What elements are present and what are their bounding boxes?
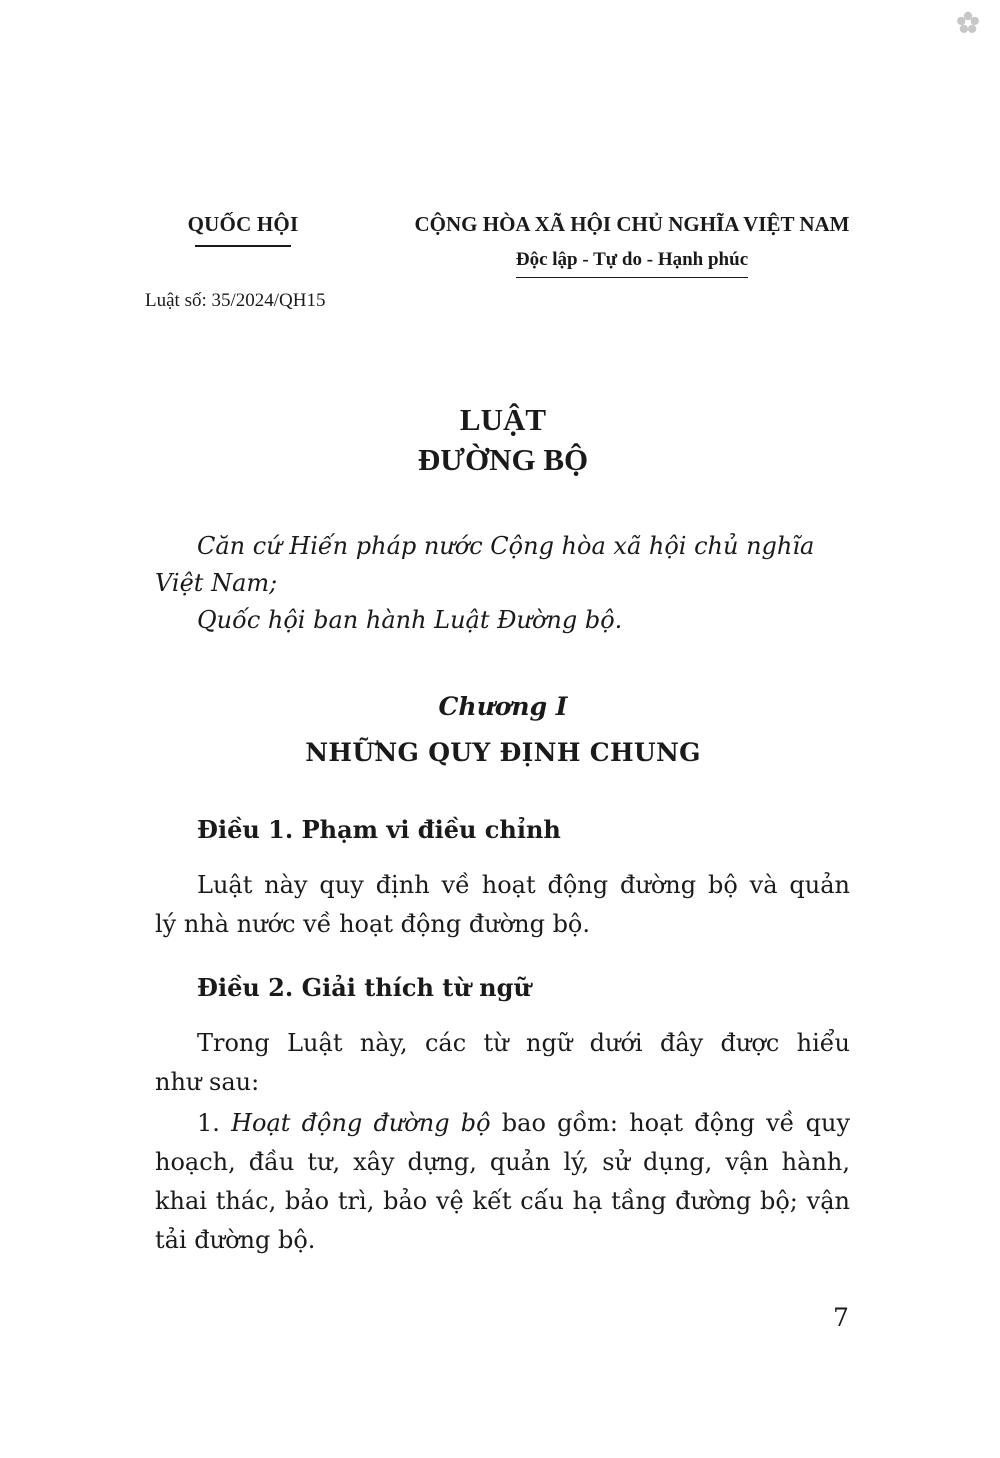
- law-title: [0, 400, 1000, 480]
- article-1-text-line1: Luật này quy định về hoạt động đường bộ và quản: [197, 871, 850, 899]
- item-number: 1.: [197, 1109, 232, 1137]
- article-2-item-1-line2: hoạch, đầu tư, xây dựng, quản lý, sử dụng, vận hành,: [155, 1148, 850, 1176]
- preamble-basis-line2: Việt Nam;: [155, 569, 278, 597]
- chapter-title: NHỮNG QUY ĐỊNH CHUNG: [305, 738, 701, 767]
- issuing-body: QUỐC HỘI: [187, 212, 299, 236]
- preamble-enactment: Quốc hội ban hành Luật Đường bộ.: [197, 606, 623, 634]
- chapter-label: Chương I: [438, 692, 568, 721]
- issuing-body-block: [178, 212, 308, 247]
- issuing-body-underline: [195, 245, 291, 247]
- article-2-item-1-line4: tải đường bộ.: [155, 1226, 316, 1254]
- article-1-heading: Điều 1. Phạm vi điều chỉnh: [197, 815, 561, 844]
- national-motto-block: [392, 212, 872, 278]
- page-number: 7: [833, 1303, 849, 1332]
- law-title-line2: ĐƯỜNG BỘ: [417, 442, 589, 477]
- law-number: Luật số: 35/2024/QH15: [145, 290, 326, 311]
- preamble: [155, 528, 855, 639]
- law-title-line1: LUẬT: [459, 402, 547, 437]
- article-2-intro: [155, 1024, 850, 1102]
- article-2-heading: Điều 2. Giải thích từ ngữ: [197, 973, 531, 1002]
- item-1-line1-rest: bao gồm: hoạt động về quy: [490, 1109, 851, 1137]
- article-2-item-1: [155, 1104, 850, 1260]
- article-1-text: [155, 866, 850, 944]
- flower-icon: [955, 10, 981, 36]
- article-2-item-1-line3: khai thác, bảo trì, bảo vệ kết cấu hạ tầng đường bộ; vận: [155, 1187, 850, 1215]
- article-2-intro-line1: Trong Luật này, các từ ngữ dưới đây được hiểu: [197, 1029, 850, 1057]
- republic-name: CỘNG HÒA XÃ HỘI CHỦ NGHĨA VIỆT NAM: [414, 212, 850, 236]
- article-2-intro-line2: như sau:: [155, 1068, 260, 1096]
- defined-term: Hoạt động đường bộ: [231, 1109, 491, 1137]
- preamble-basis-line1: Căn cứ Hiến pháp nước Cộng hòa xã hội chủ nghĩa: [197, 532, 815, 560]
- national-motto: Độc lập - Tự do - Hạnh phúc: [516, 249, 748, 278]
- article-1-text-line2: lý nhà nước về hoạt động đường bộ.: [155, 910, 591, 938]
- article-2-item-1-line1: [155, 1104, 850, 1143]
